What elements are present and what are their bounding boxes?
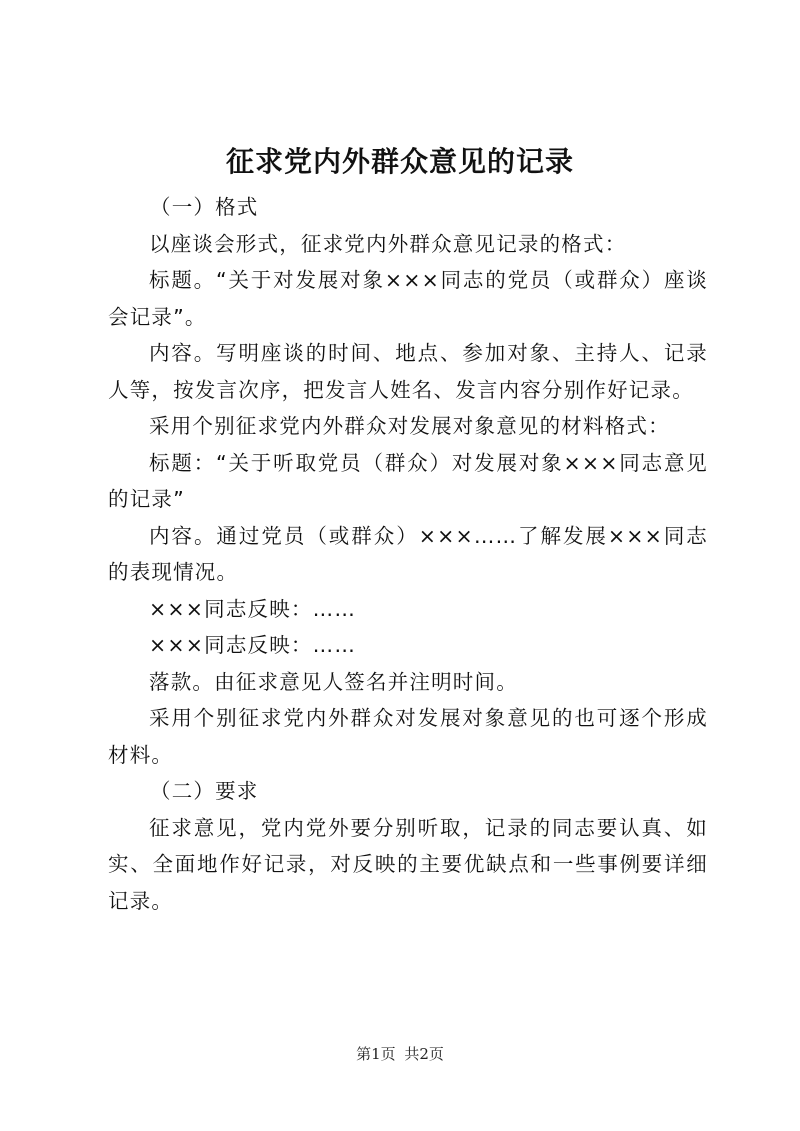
paragraph: ×××同志反映：…… — [149, 596, 357, 621]
paragraph: 采用个别征求党内外群众对发展对象意见的也可逐个形成材料。 — [108, 706, 708, 767]
paragraph: ×××同志反映：…… — [149, 633, 357, 657]
paragraph: 征求意见，党内党外要分别听取，记录的同志要认真、如实、全面地作好记录，对反映的主要优缺点和一些事例要详细记录。 — [108, 815, 708, 913]
paragraph: 以座谈会形式，征求党内外群众意见记录的格式： — [149, 231, 627, 256]
document-title: 征求党内外群众意见的记录 — [225, 145, 574, 178]
paragraph: 采用个别征求党内外群众对发展对象意见的材料格式： — [149, 414, 670, 438]
paragraph: 内容。写明座谈的时间、地点、参加对象、主持人、记录人等，按发言次序，把发言人姓名、发言内容分别作好记录。 — [108, 341, 708, 402]
page-footer: 第1页 共2页 — [356, 1045, 444, 1063]
paragraph: 落款。由征求意见人签名并注明时间。 — [149, 669, 518, 694]
section-heading-requirements: （二）要求 — [150, 779, 259, 803]
section-heading-format: （一）格式 — [150, 195, 259, 219]
paragraph: 内容。通过党员（或群众）×××……了解发展×××同志的表现情况。 — [108, 523, 708, 584]
paragraph: 标题。“关于对发展对象×××同志的党员（或群众）座谈会记录”。 — [108, 268, 708, 329]
document-body — [108, 189, 708, 919]
paragraph: 标题：“关于听取党员（群众）对发展对象×××同志意见的记录” — [108, 450, 708, 511]
